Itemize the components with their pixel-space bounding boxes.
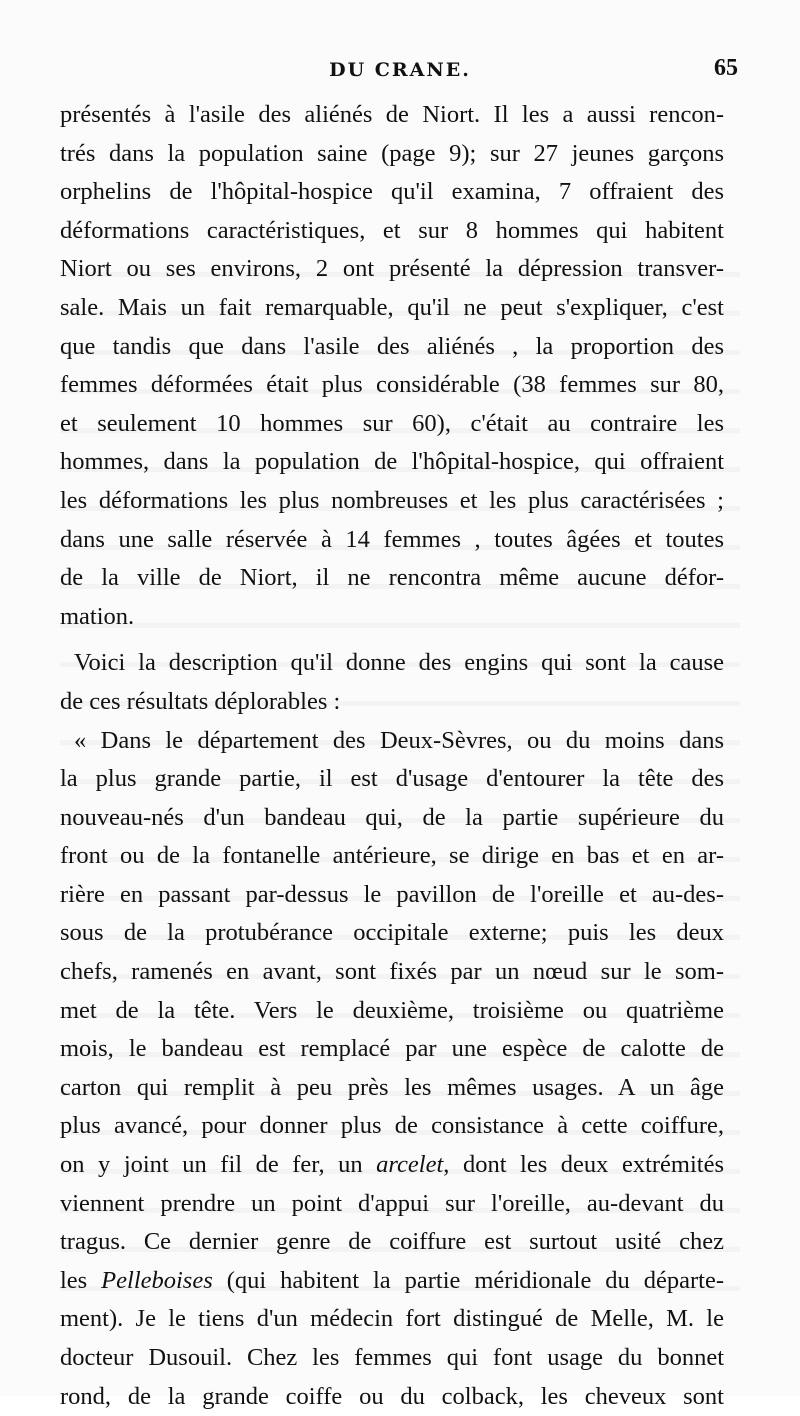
text-run: les — [60, 1267, 101, 1294]
text-line: femmes déformées était plus considérable (38 femmes sur 80, — [60, 366, 724, 405]
text-line: présentés à l'asile des aliénés de Niort. Il les a aussi rencon- — [60, 96, 724, 135]
text-run: , dont les deux extrémités — [443, 1151, 724, 1178]
text-line: docteur Dusouil. Chez les femmes qui font usage du bonnet — [60, 1339, 724, 1378]
text-line: chefs, ramenés en avant, sont fixés par un nœud sur le som- — [60, 953, 724, 992]
running-title: DU CRANE. — [0, 59, 800, 81]
text-line: déformations caractéristiques, et sur 8 hommes qui habitent — [60, 212, 724, 251]
text-line: rière en passant par-dessus le pavillon de l'oreille et au-des- — [60, 876, 724, 915]
running-head — [0, 55, 800, 89]
text-line: viennent prendre un point d'appui sur l'oreille, au-devant du — [60, 1185, 724, 1224]
italic-term: Pelleboises — [101, 1267, 213, 1294]
text-line: de ces résultats déplorables : — [60, 683, 724, 722]
text-line: et seulement 10 hommes sur 60), c'était au contraire les — [60, 405, 724, 444]
text-line: dans une salle réservée à 14 femmes , toutes âgées et toutes — [60, 521, 724, 560]
text-line: Voici la description qu'il donne des engins qui sont la cause — [60, 644, 724, 683]
text-line: tragus. Ce dernier genre de coiffure est surtout usité chez — [60, 1223, 724, 1262]
paragraph-gap — [60, 636, 724, 644]
text-run: (qui habitent la partie méridionale du départe- — [213, 1267, 724, 1294]
text-line: Niort ou ses environs, 2 ont présenté la dépression transver- — [60, 250, 724, 289]
text-line: de la ville de Niort, il ne rencontra même aucune défor- — [60, 559, 724, 598]
italic-term: arcelet — [376, 1151, 443, 1178]
text-line: hommes, dans la population de l'hôpital-hospice, qui offraient — [60, 443, 724, 482]
paragraph-3 — [60, 722, 724, 1416]
text-line: orphelins de l'hôpital-hospice qu'il examina, 7 offraient des — [60, 173, 724, 212]
text-line: sous de la protubérance occipitale externe; puis les deux — [60, 914, 724, 953]
text-line: carton qui remplit à peu près les mêmes usages. A un âge — [60, 1069, 724, 1108]
text-line: sale. Mais un fait remarquable, qu'il ne peut s'expliquer, c'est — [60, 289, 724, 328]
text-line: « Dans le département des Deux-Sèvres, ou du moins dans — [60, 722, 724, 761]
body-text — [60, 96, 724, 1416]
text-line: nouveau-nés d'un bandeau qui, de la partie supérieure du — [60, 799, 724, 838]
text-run: on y joint un fil de fer, un — [60, 1151, 376, 1178]
text-line: front ou de la fontanelle antérieure, se dirige en bas et en ar- — [60, 837, 724, 876]
text-line: que tandis que dans l'asile des aliénés , la proportion des — [60, 328, 724, 367]
paragraph-1 — [60, 96, 724, 636]
text-line: rond, de la grande coiffe ou du colback, les cheveux sont — [60, 1378, 724, 1416]
page-number: 65 — [678, 55, 738, 82]
text-line — [60, 1262, 724, 1301]
text-line: ment). Je le tiens d'un médecin fort distingué de Melle, M. le — [60, 1300, 724, 1339]
paragraph-2 — [60, 644, 724, 721]
text-line: mation. — [60, 598, 724, 637]
text-line: la plus grande partie, il est d'usage d'entourer la tête des — [60, 760, 724, 799]
text-line: plus avancé, pour donner plus de consistance à cette coiffure, — [60, 1107, 724, 1146]
text-line: les déformations les plus nombreuses et les plus caractérisées ; — [60, 482, 724, 521]
text-line: trés dans la population saine (page 9); sur 27 jeunes garçons — [60, 135, 724, 174]
text-line — [60, 1146, 724, 1185]
text-line: met de la tête. Vers le deuxième, troisième ou quatrième — [60, 992, 724, 1031]
text-line: mois, le bandeau est remplacé par une espèce de calotte de — [60, 1030, 724, 1069]
